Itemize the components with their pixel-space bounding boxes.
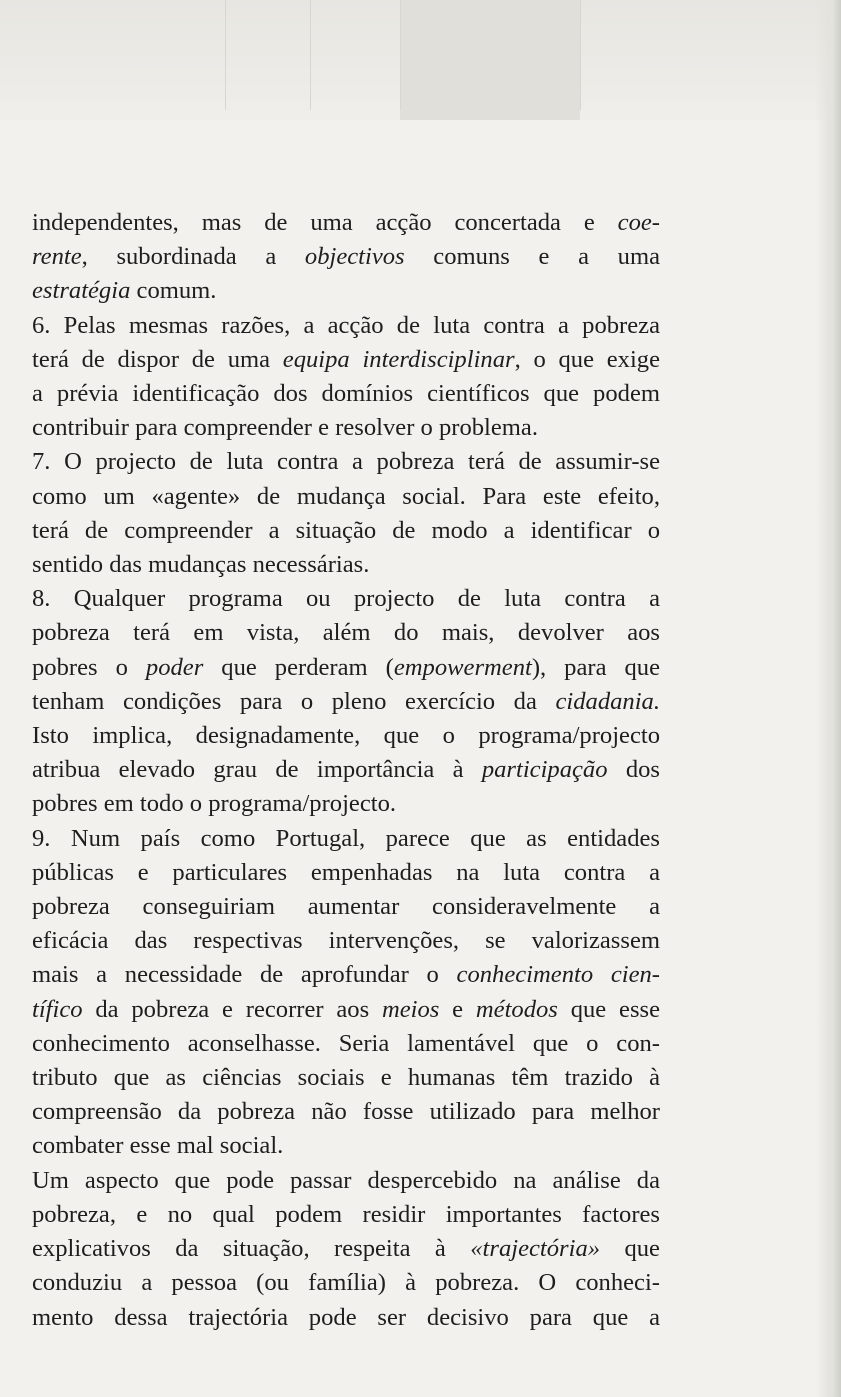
- italic-text: rente: [32, 243, 82, 271]
- text-segment: ), para que: [531, 653, 661, 681]
- text-line: [32, 377, 660, 411]
- text-segment: Isto implica, designadamente, que o programa/projecto: [32, 722, 660, 750]
- text-line: [32, 1266, 660, 1300]
- italic-text: coe-: [617, 209, 660, 236]
- bleed-divider: [225, 0, 226, 110]
- body-text: [32, 206, 660, 1335]
- italic-text: empowerment: [393, 653, 532, 681]
- text-line: [32, 1198, 660, 1232]
- italic-text: meios: [381, 995, 440, 1023]
- text-line: [32, 309, 660, 343]
- text-line: [32, 753, 660, 787]
- bleed-divider: [580, 0, 581, 110]
- text-line: [32, 1061, 660, 1095]
- text-segment: e: [439, 995, 476, 1023]
- text-segment: mais a necessidade de aprofundar o: [32, 961, 457, 989]
- text-segment: 7. O projecto de luta contra a pobreza terá de assumir-se: [32, 448, 660, 476]
- italic-text: «trajectória»: [470, 1235, 601, 1263]
- text-segment: pobreza, e no qual podem residir importantes factores: [32, 1200, 660, 1228]
- text-line: [32, 685, 660, 719]
- text-segment: compreensão da pobreza não fosse utilizado para melhor: [32, 1098, 660, 1126]
- text-segment: , o que exige: [514, 345, 660, 373]
- text-segment: conduziu a pessoa (ou família) à pobreza. O conheci-: [32, 1269, 660, 1297]
- page-gutter-shadow: [815, 0, 831, 1397]
- text-segment: dos: [607, 756, 660, 784]
- text-segment: combater esse mal social.: [32, 1132, 284, 1160]
- text-segment: conhecimento aconselhasse. Seria lamentável que o con-: [32, 1029, 660, 1057]
- text-segment: tenham condições para o pleno exercício da: [32, 687, 556, 715]
- italic-text: participação: [481, 756, 608, 784]
- text-line: [32, 787, 660, 821]
- text-line: [32, 1129, 660, 1163]
- text-line: [32, 274, 660, 308]
- text-segment: da pobreza e recorrer aos: [82, 995, 382, 1023]
- text-line: [32, 1027, 660, 1061]
- text-segment: públicas e particulares empenhadas na luta contra a: [32, 858, 660, 886]
- text-line: [32, 616, 660, 650]
- text-segment: comuns e a uma: [404, 243, 661, 271]
- text-segment: que esse: [557, 995, 660, 1023]
- text-line: [32, 1301, 660, 1335]
- italic-text: estratégia: [32, 277, 131, 305]
- italic-text: objectivos: [304, 243, 405, 271]
- text-segment: 8. Qualquer programa ou projecto de luta contra a: [32, 585, 660, 613]
- text-segment: pobres o: [32, 653, 146, 681]
- text-segment: 6. Pelas mesmas razões, a acção de luta contra a pobreza: [32, 311, 660, 339]
- text-line: [32, 958, 660, 992]
- text-segment: atribua elevado grau de importância à: [32, 756, 482, 784]
- text-segment: 9. Num país como Portugal, parece que as entidades: [32, 824, 660, 852]
- text-segment: como um «agente» de mudança social. Para este efeito,: [32, 482, 660, 510]
- text-line: [32, 651, 660, 685]
- text-segment: terá de compreender a situação de modo a identificar o: [32, 516, 660, 544]
- text-line: [32, 1164, 660, 1198]
- italic-text: cidadania.: [555, 687, 660, 715]
- text-segment: pobreza conseguiriam aumentar consideravelmente a: [32, 893, 660, 921]
- text-segment: Um aspecto que pode passar despercebido na análise da: [32, 1166, 660, 1194]
- previous-page-bleed-through: [0, 0, 841, 160]
- text-segment: pobreza terá em vista, além do mais, devolver aos: [32, 619, 660, 647]
- text-segment: tributo que as ciências sociais e humanas têm trazido à: [32, 1064, 660, 1092]
- text-line: [32, 514, 660, 548]
- italic-text: tífico: [32, 995, 83, 1023]
- italic-text: equipa interdisciplinar: [282, 345, 515, 373]
- text-line: [32, 582, 660, 616]
- text-line: [32, 411, 660, 445]
- bleed-band: [0, 0, 841, 120]
- text-line: [32, 240, 660, 274]
- text-line: [32, 1095, 660, 1129]
- text-line: [32, 480, 660, 514]
- italic-text: poder: [145, 653, 204, 681]
- text-line: [32, 445, 660, 479]
- text-line: [32, 993, 660, 1027]
- text-line: [32, 719, 660, 753]
- text-line: [32, 890, 660, 924]
- italic-text: métodos: [475, 995, 558, 1023]
- text-line: [32, 548, 660, 582]
- text-segment: contribuir para compreender e resolver o problema.: [32, 414, 538, 442]
- text-line: [32, 1232, 660, 1266]
- text-segment: sentido das mudanças necessárias.: [32, 551, 370, 579]
- text-line: [32, 856, 660, 890]
- text-segment: pobres em todo o programa/projecto.: [32, 790, 397, 818]
- bleed-divider: [310, 0, 311, 110]
- text-segment: , subordinada a: [81, 243, 305, 271]
- text-line: [32, 924, 660, 958]
- text-segment: independentes, mas de uma acção concertada e: [32, 209, 618, 236]
- text-segment: comum.: [130, 277, 217, 305]
- text-segment: que: [600, 1235, 660, 1263]
- text-segment: eficácia das respectivas intervenções, se valorizassem: [32, 927, 660, 955]
- italic-text: conhecimento cien-: [456, 961, 660, 989]
- bleed-divider: [400, 0, 401, 110]
- text-segment: a prévia identificação dos domínios científicos que podem: [32, 380, 660, 408]
- bleed-shade: [400, 0, 580, 120]
- text-line: [32, 206, 660, 240]
- text-segment: terá de dispor de uma: [32, 345, 283, 373]
- text-line: [32, 343, 660, 377]
- page-edge: [831, 0, 841, 1397]
- text-segment: mento dessa trajectória pode ser decisivo para que a: [32, 1303, 660, 1331]
- text-segment: explicativos da situação, respeita à: [32, 1235, 471, 1263]
- text-segment: que perderam (: [203, 653, 394, 681]
- text-line: [32, 822, 660, 856]
